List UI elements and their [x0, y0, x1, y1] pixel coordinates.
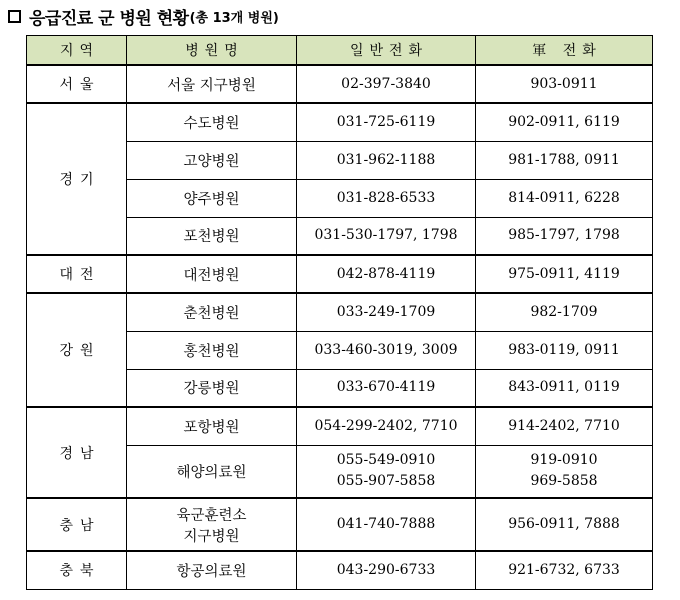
hospital-name: 포천병원 — [127, 217, 297, 255]
military-phone-line: 969-5858 — [530, 473, 598, 490]
phone-number — [297, 445, 476, 498]
header-military-phone: 軍 전화 — [476, 36, 653, 66]
page-title — [8, 4, 279, 28]
military-phone: 914-2402, 7710 — [476, 407, 653, 445]
military-phone: 843-0911, 0119 — [476, 369, 653, 407]
region-cell: 대전 — [27, 255, 127, 293]
military-phone: 956-0911, 7888 — [476, 498, 653, 551]
header-region: 지역 — [27, 36, 127, 66]
phone-number: 031-530-1797, 1798 — [297, 217, 476, 255]
hospital-name: 서울 지구병원 — [127, 65, 297, 103]
military-phone: 981-1788, 0911 — [476, 141, 653, 179]
phone-number: 02-397-3840 — [297, 65, 476, 103]
hospital-name: 홍천병원 — [127, 331, 297, 369]
header-hospital: 병원명 — [127, 36, 297, 66]
military-phone: 903-0911 — [476, 65, 653, 103]
table-row — [27, 407, 653, 445]
phone-number: 043-290-6733 — [297, 551, 476, 589]
hospital-name: 포항병원 — [127, 407, 297, 445]
phone-number: 031-828-6533 — [297, 179, 476, 217]
phone-number: 041-740-7888 — [297, 498, 476, 551]
phone-number: 033-460-3019, 3009 — [297, 331, 476, 369]
hospital-name: 고양병원 — [127, 141, 297, 179]
military-phone-line: 919-0910 — [530, 452, 598, 469]
hospital-name: 강릉병원 — [127, 369, 297, 407]
phone-number: 054-299-2402, 7710 — [297, 407, 476, 445]
phone-number: 033-670-4119 — [297, 369, 476, 407]
hospital-name: 수도병원 — [127, 103, 297, 141]
hospital-table — [26, 35, 653, 590]
checkbox-bullet-icon — [8, 10, 21, 23]
military-phone: 921-6732, 6733 — [476, 551, 653, 589]
table-row — [27, 103, 653, 141]
region-cell: 충북 — [27, 551, 127, 589]
hospital-name: 춘천병원 — [127, 293, 297, 331]
military-phone: 814-0911, 6228 — [476, 179, 653, 217]
hospital-name-line: 육군훈련소 — [176, 507, 247, 524]
military-phone: 975-0911, 4119 — [476, 255, 653, 293]
table-row — [27, 293, 653, 331]
region-cell: 경남 — [27, 407, 127, 498]
hospital-name: 해양의료원 — [127, 445, 297, 498]
phone-line: 055-907-5858 — [336, 473, 436, 490]
military-phone: 983-0119, 0911 — [476, 331, 653, 369]
table-row — [27, 65, 653, 103]
military-phone: 982-1709 — [476, 293, 653, 331]
phone-number: 031-725-6119 — [297, 103, 476, 141]
header-phone: 일반전화 — [297, 36, 476, 66]
phone-line: 055-549-0910 — [336, 452, 436, 469]
region-cell: 충남 — [27, 498, 127, 551]
region-cell: 경기 — [27, 103, 127, 255]
title-sub: (총 13개 병원) — [189, 10, 279, 26]
region-cell: 강원 — [27, 293, 127, 407]
title-main: 응급진료 군 병원 현황 — [29, 8, 189, 29]
table-header-row — [27, 36, 653, 66]
hospital-name — [127, 498, 297, 551]
military-phone — [476, 445, 653, 498]
hospital-name: 양주병원 — [127, 179, 297, 217]
phone-number: 042-878-4119 — [297, 255, 476, 293]
hospital-name: 대전병원 — [127, 255, 297, 293]
table-row — [27, 551, 653, 589]
hospital-name-line: 지구병원 — [183, 528, 240, 545]
hospital-name: 항공의료원 — [127, 551, 297, 589]
phone-number: 033-249-1709 — [297, 293, 476, 331]
phone-number: 031-962-1188 — [297, 141, 476, 179]
military-phone: 902-0911, 6119 — [476, 103, 653, 141]
table-row — [27, 255, 653, 293]
table-row — [27, 498, 653, 551]
military-phone: 985-1797, 1798 — [476, 217, 653, 255]
region-cell: 서울 — [27, 65, 127, 103]
